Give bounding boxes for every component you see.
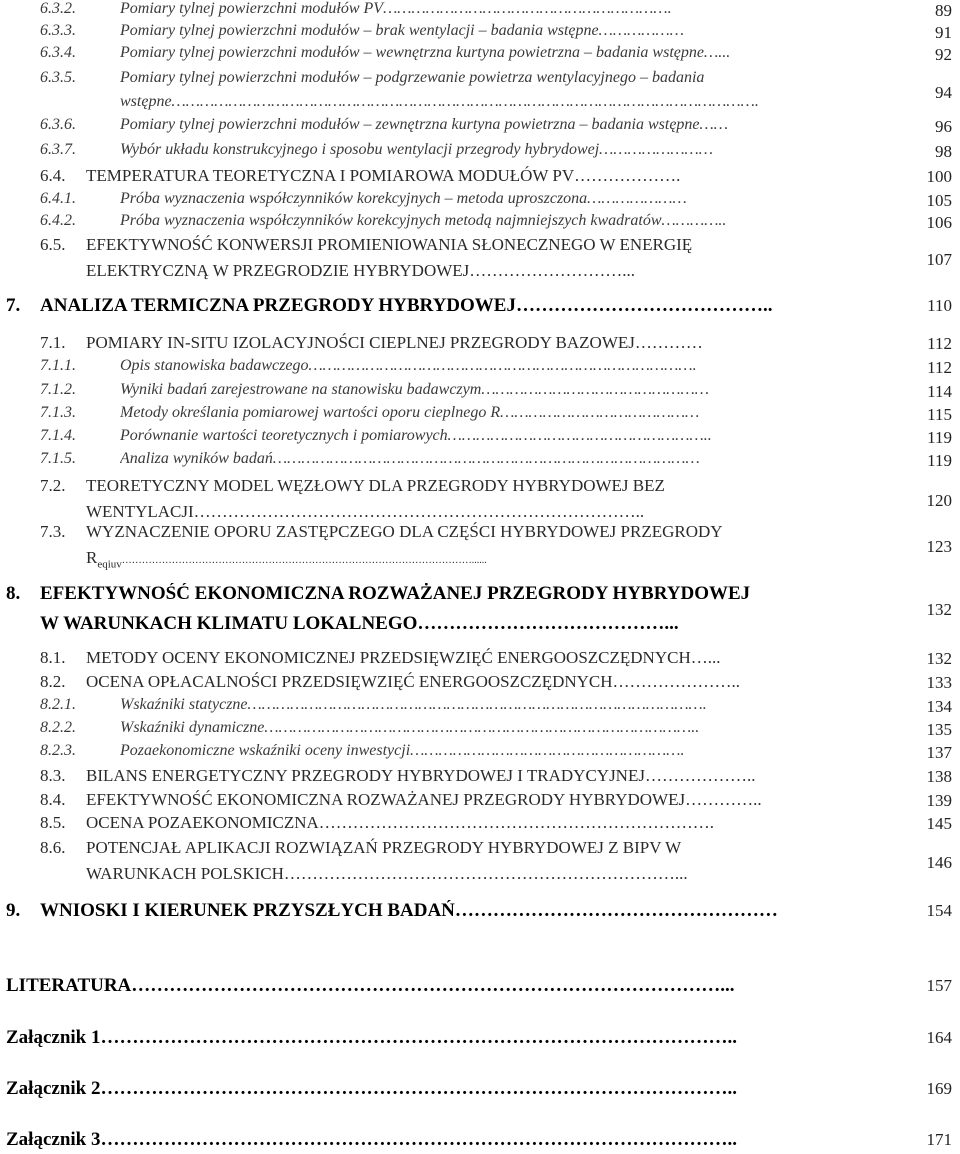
toc-entry-title: Wyniki badań zarejestrowane na stanowisku badawczym………………………………………… <box>120 381 709 398</box>
toc-entry-number: 8.5. <box>40 813 66 832</box>
toc-page-number: 171 <box>926 1130 952 1149</box>
toc-entry-number: 8.2.1. <box>40 696 76 713</box>
toc-entry-title: Analiza wyników badań……………………………………………………………………………… <box>120 450 700 467</box>
leader-dots: ……………………………………………………………………………………………...... <box>121 555 487 566</box>
toc-entry-number: 7.1.4. <box>40 427 76 444</box>
toc-entry-number: 8. <box>6 583 21 604</box>
toc-entry-title: Metody określania pomiarowej wartości oporu cieplnego R…………………………………… <box>120 404 700 421</box>
toc-entry-number: 7.2. <box>40 476 66 495</box>
toc-entry-title: WARUNKACH POLSKICH……………………………………………………………... <box>86 864 688 883</box>
toc-entry-title: Próba wyznaczenia współczynników korekcyjnych metodą najmniejszych kwadratów………….. <box>120 212 727 229</box>
toc-page-number: 115 <box>927 405 952 424</box>
toc-entry-title: W WARUNKACH KLIMATU LOKALNEGO…………………………………... <box>40 613 679 634</box>
toc-page-number: 134 <box>926 697 952 716</box>
toc-entry-title: TEMPERATURA TEORETYCZNA I POMIAROWA MODUŁÓW PV………………. <box>86 166 681 185</box>
toc-entry-number: 7.3. <box>40 522 66 541</box>
toc-entry-number: 7.1.2. <box>40 381 76 398</box>
toc-page-number: 112 <box>927 334 952 353</box>
toc-entry-number: 6.4.1. <box>40 190 76 207</box>
toc-page-number: 107 <box>926 250 952 269</box>
toc-entry-number: 8.6. <box>40 838 66 857</box>
toc-entry-number: 6.3.5. <box>40 69 76 86</box>
toc-page-number: 94 <box>935 83 952 102</box>
toc-entry-title: Wskaźniki dynamiczne……………………………………………………………………………….. <box>120 719 700 736</box>
toc-entry-title: Wskaźniki statyczne……………………………………………………………………………………. <box>120 696 707 713</box>
toc-entry-number: 7.1.3. <box>40 404 76 421</box>
toc-entry-title: Załącznik 2……………………………………………………………………………………….. <box>6 1078 737 1099</box>
toc-page-number: 120 <box>926 491 952 510</box>
toc-page-number: 133 <box>926 673 952 692</box>
toc-page-number: 96 <box>935 117 952 136</box>
toc-entry-title: LITERATURA…………………………………………………………………………………... <box>6 975 735 996</box>
toc-entry-number: 8.1. <box>40 648 66 667</box>
toc-page-number: 110 <box>927 296 952 315</box>
toc-entry-title: EFEKTYWNOŚĆ EKONOMICZNA ROZWAŻANEJ PRZEGRODY HYBRYDOWEJ………….. <box>86 790 762 809</box>
toc-entry-title: WNIOSKI I KIERUNEK PRZYSZŁYCH BADAŃ…………………………………………… <box>40 900 778 921</box>
toc-entry-number: 7. <box>6 295 21 316</box>
toc-entry-title: EFEKTYWNOŚĆ EKONOMICZNA ROZWAŻANEJ PRZEGRODY HYBRYDOWEJ <box>40 583 751 604</box>
toc-entry-number: 8.2.2. <box>40 719 76 736</box>
toc-entry-title: Załącznik 1……………………………………………………………………………………….. <box>6 1027 737 1048</box>
toc-entry-number: 6.3.7. <box>40 141 76 158</box>
toc-entry-title: Wybór układu konstrukcyjnego i sposobu wentylacji przegrody hybrydowej…………………… <box>120 141 713 158</box>
toc-entry-number: 8.2. <box>40 672 66 691</box>
toc-page-number: 119 <box>927 451 952 470</box>
toc-page-number: 100 <box>926 167 952 186</box>
toc-page-number: 132 <box>926 649 952 668</box>
toc-entry-title: Opis stanowiska badawczego………………………………………………………………………. <box>120 357 697 374</box>
toc-page-number: 112 <box>927 358 952 377</box>
toc-page-number: 164 <box>926 1028 952 1047</box>
toc-page-number: 157 <box>926 976 952 995</box>
toc-entry-number: 6.4.2. <box>40 212 76 229</box>
toc-page-number: 169 <box>926 1079 952 1098</box>
toc-entry-title: Pomiary tylnej powierzchni modułów PV……………………………………………………. <box>120 0 672 17</box>
toc-page-number: 139 <box>926 791 952 810</box>
toc-entry-number: 6.3.4. <box>40 44 76 61</box>
toc-entry-title: BILANS ENERGETYCZNY PRZEGRODY HYBRYDOWEJ I TRADYCYJNEJ……………….. <box>86 766 756 785</box>
toc-entry-title: Pomiary tylnej powierzchni modułów – zewnętrzna kurtyna powietrzna – badania wstępne…… <box>120 116 728 133</box>
toc-entry-title: Pozaekonomiczne wskaźniki oceny inwestycji…………………………………………………. <box>120 742 685 759</box>
toc-entry-title: POTENCJAŁ APLIKACJI ROZWIĄZAŃ PRZEGRODY HYBRYDOWEJ Z BIPV W <box>86 838 682 857</box>
toc-entry-number: 8.4. <box>40 790 66 809</box>
toc-entry-number: 6.5. <box>40 235 66 254</box>
toc-entry-title: TEORETYCZNY MODEL WĘZŁOWY DLA PRZEGRODY HYBRYDOWEJ BEZ <box>86 476 665 495</box>
toc-page-number: 98 <box>935 142 952 161</box>
toc-entry-title: Porównanie wartości teoretycznych i pomiarowych……………………………………………….. <box>120 427 712 444</box>
toc-entry-number: 6.4. <box>40 166 66 185</box>
toc-page-number: 145 <box>926 814 952 833</box>
toc-page-number: 135 <box>926 720 952 739</box>
toc-entry-title <box>86 548 900 571</box>
toc-page-number: 114 <box>927 382 952 401</box>
toc-page-number: 92 <box>935 45 952 64</box>
toc-page-number: 123 <box>926 537 952 556</box>
toc-page-number: 119 <box>927 428 952 447</box>
toc-entry-title: Pomiary tylnej powierzchni modułów – wewnętrzna kurtyna powietrzna – badania wstępne…... <box>120 44 731 61</box>
toc-entry-title: WENTYLACJI…………………………………………………………………….. <box>86 502 645 521</box>
toc-entry-title: Załącznik 3……………………………………………………………………………………….. <box>6 1129 737 1150</box>
toc-entry-number: 8.2.3. <box>40 742 76 759</box>
toc-entry-title: Próba wyznaczenia współczynników korekcyjnych – metoda uproszczona………………… <box>120 190 687 207</box>
toc-entry-number: 7.1. <box>40 333 66 352</box>
toc-entry-title: ANALIZA TERMICZNA PRZEGRODY HYBRYDOWEJ………………………………….. <box>40 295 773 316</box>
toc-page-number: 132 <box>926 600 952 619</box>
symbol-r: R <box>86 548 98 567</box>
toc-entry-title: OCENA POZAEKONOMICZNA……………………………………………………………. <box>86 813 715 832</box>
toc-entry-title: POMIARY IN-SITU IZOLACYJNOŚCI CIEPLNEJ PRZEGRODY BAZOWEJ………… <box>86 333 703 352</box>
toc-entry-title: EFEKTYWNOŚĆ KONWERSJI PROMIENIOWANIA SŁONECZNEGO W ENERGIĘ <box>86 235 693 254</box>
toc-entry-title: WYZNACZENIE OPORU ZASTĘPCZEGO DLA CZĘŚCI HYBRYDOWEJ PRZEGRODY <box>86 522 723 541</box>
toc-entry-number: 7.1.1. <box>40 357 76 374</box>
toc-entry-number: 6.3.3. <box>40 22 76 39</box>
toc-page-number: 138 <box>926 767 952 786</box>
toc-entry-number: 6.3.6. <box>40 116 76 133</box>
toc-page-number: 154 <box>926 901 952 920</box>
toc-page-number: 91 <box>935 23 952 42</box>
toc-entry-number: 9. <box>6 900 21 921</box>
toc-entry-title: wstępne……………………………………………………………………………………………………………. <box>120 93 759 110</box>
toc-entry-title: ELEKTRYCZNĄ W PRZEGRODZIE HYBRYDOWEJ………………………... <box>86 261 636 280</box>
toc-entry-number: 6.3.2. <box>40 0 76 17</box>
toc-entry-number: 8.3. <box>40 766 66 785</box>
toc-page-number: 105 <box>926 191 952 210</box>
toc-page-number: 146 <box>926 853 952 872</box>
toc-page-number: 106 <box>926 213 952 232</box>
toc-entry-title: METODY OCENY EKONOMICZNEJ PRZEDSIĘWZIĘĆ ENERGOOSZCZĘDNYCH…... <box>86 648 721 667</box>
toc-entry-title: Pomiary tylnej powierzchni modułów – brak wentylacji – badania wstępne……………… <box>120 22 684 39</box>
toc-entry-title: Pomiary tylnej powierzchni modułów – podgrzewanie powietrza wentylacyjnego – badania <box>120 69 705 86</box>
toc-page-number: 137 <box>926 743 952 762</box>
toc-entry-title: OCENA OPŁACALNOŚCI PRZEDSIĘWZIĘĆ ENERGOOSZCZĘDNYCH………………….. <box>86 672 741 691</box>
toc-page-number: 89 <box>935 1 952 20</box>
symbol-subscript: eqiuv <box>97 558 122 571</box>
toc-entry-number: 7.1.5. <box>40 450 76 467</box>
